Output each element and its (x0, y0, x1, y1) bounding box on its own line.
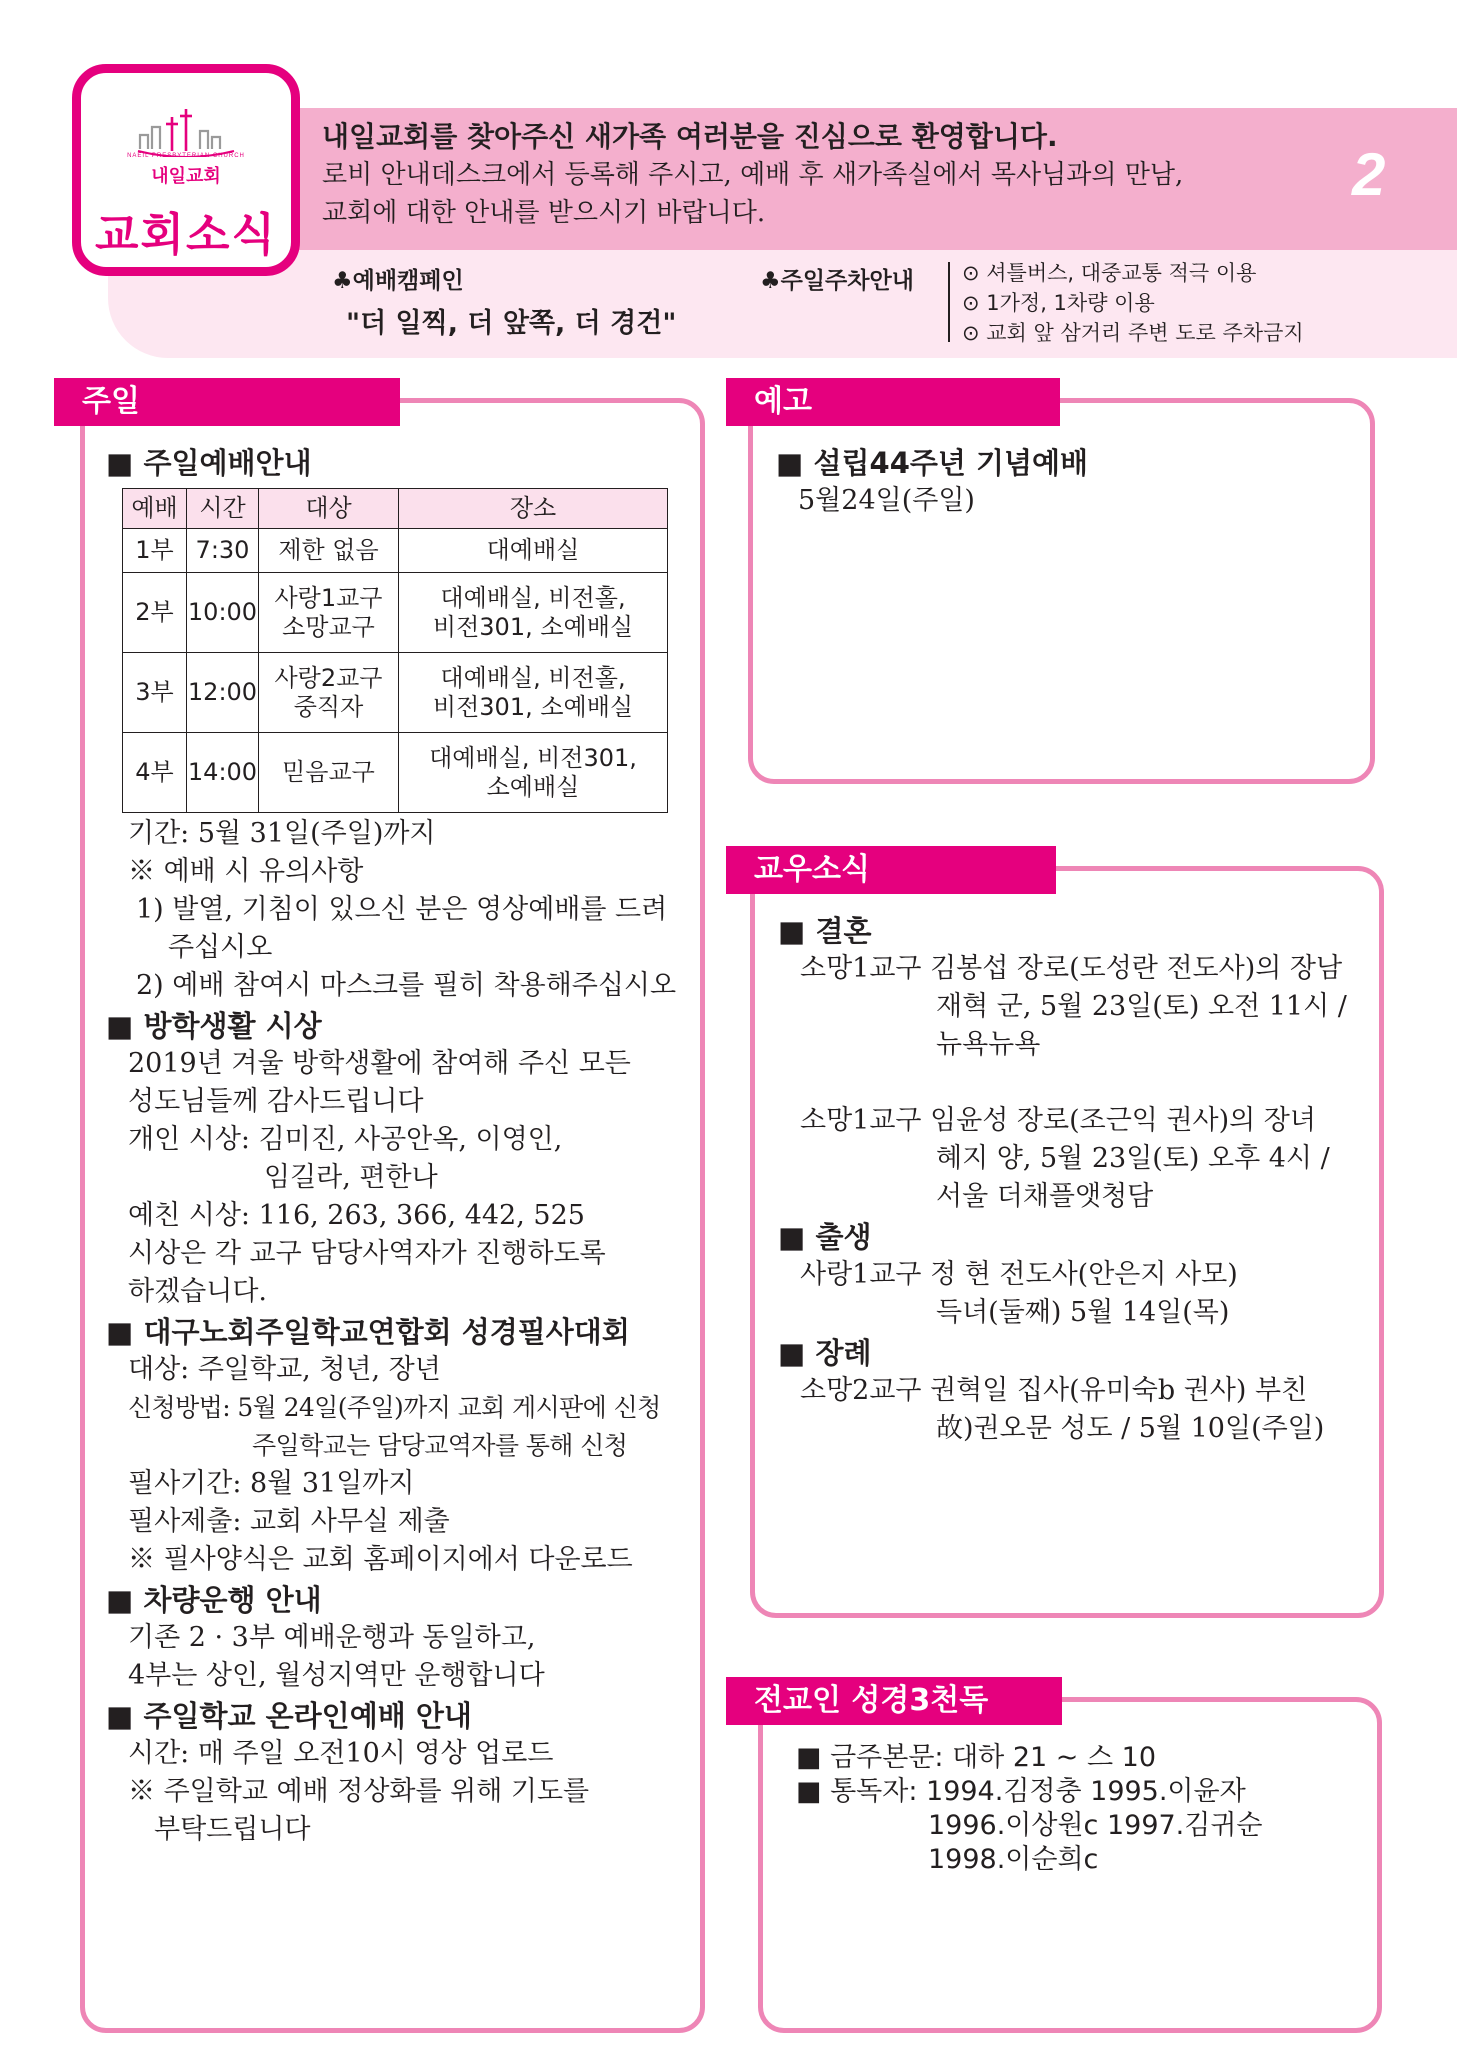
table-cell: 1부 (123, 529, 187, 573)
reading-passage: ■ 금주본문: 대하 21 ~ 스 10 (796, 1742, 1157, 1773)
reading-readers: 1998.이순희c (928, 1844, 1099, 1875)
worship-notice-1: 1) 발열, 기침이 있으신 분은 영상예배를 드려 (136, 894, 668, 925)
logo-box (72, 64, 300, 276)
campaign-slogan: "더 일찍, 더 앞쪽, 더 경건" (346, 308, 677, 339)
table-cell: 대예배실 (399, 529, 668, 573)
school-online-heading: ■ 주일학교 온라인예배 안내 (106, 1699, 472, 1733)
welcome-line-3: 교회에 대한 안내를 받으시기 바랍니다. (322, 198, 766, 228)
school-online-text: 시간: 매 주일 오전10시 영상 업로드 (128, 1738, 554, 1769)
worship-heading: ■ 주일예배안내 (106, 446, 312, 480)
table-cell: 2부 (123, 573, 187, 653)
members-content (778, 912, 1378, 1448)
school-online-text: ※ 주일학교 예배 정상화를 위해 기도를 (128, 1776, 590, 1807)
table-header: 대상 (259, 489, 399, 529)
wedding-text: 소망1교구 김봉섭 장로(도성란 전도사)의 장남 (800, 953, 1343, 984)
table-header: 시간 (187, 489, 259, 529)
wedding-text: 소망1교구 임윤성 장로(조근익 권사)의 장녀 (800, 1105, 1316, 1136)
table-cell: 사랑2교구 중직자 (259, 653, 399, 733)
campaign-title: ♣예배캠페인 (332, 268, 464, 294)
vacation-text: 예친 시상: 116, 263, 366, 442, 525 (128, 1200, 585, 1231)
reading-readers: 1996.이상원c 1997.김귀순 (928, 1810, 1263, 1841)
anniversary-heading: ■ 설립44주년 기념예배 (776, 446, 1089, 480)
bible-contest-text: 필사제출: 교회 사무실 제출 (128, 1506, 450, 1537)
worship-notice-2: 2) 예배 참여시 마스크를 필히 착용해주십시오 (136, 970, 677, 1001)
vacation-heading: ■ 방학생활 시상 (106, 1009, 322, 1043)
birth-heading: ■ 출생 (778, 1220, 872, 1254)
vehicle-text: 기존 2 · 3부 예배운행과 동일하고, (128, 1622, 536, 1653)
reading-tab: 전교인 성경3천독 (726, 1677, 1062, 1725)
wedding-text: 혜지 양, 5월 23일(토) 오후 4시 / (936, 1143, 1330, 1174)
wedding-text: 서울 더채플앳청담 (936, 1181, 1154, 1212)
bible-contest-heading: ■ 대구노회주일학교연합회 성경필사대회 (106, 1315, 630, 1349)
funeral-text: 소망2교구 권혁일 집사(유미숙b 권사) 부친 (800, 1375, 1308, 1406)
table-cell: 믿음교구 (259, 733, 399, 813)
worship-period: 기간: 5월 31일(주일)까지 (128, 818, 436, 849)
welcome-line-1: 내일교회를 찾아주신 새가족 여러분을 진심으로 환영합니다. (322, 120, 1058, 153)
table-cell: 7:30 (187, 529, 259, 573)
worship-notice-1b: 주십시오 (168, 932, 273, 963)
table-cell: 사랑1교구 소망교구 (259, 573, 399, 653)
table-cell: 14:00 (187, 733, 259, 813)
table-cell: 대예배실, 비전301, 소예배실 (399, 733, 668, 813)
bible-contest-text: 대상: 주일학교, 청년, 장년 (128, 1354, 441, 1385)
notice-tab: 예고 (726, 378, 1060, 426)
parking-title: ♣주일주차안내 (760, 268, 914, 294)
table-cell: 대예배실, 비전홀, 비전301, 소예배실 (399, 653, 668, 733)
vehicle-heading: ■ 차량운행 안내 (106, 1583, 322, 1617)
worship-notice-title: ※ 예배 시 유의사항 (128, 856, 364, 887)
vacation-text: 개인 시상: 김미진, 사공안옥, 이영인, (128, 1124, 563, 1155)
bible-contest-text: 주일학교는 담당교역자를 통해 신청 (252, 1431, 628, 1460)
birth-text: 득녀(둘째) 5월 14일(목) (936, 1297, 1230, 1328)
vacation-text: 하겠습니다. (128, 1276, 267, 1307)
funeral-text: 故)권오문 성도 / 5월 10일(주일) (936, 1413, 1325, 1444)
vacation-text: 성도님들께 감사드립니다 (128, 1086, 424, 1117)
funeral-heading: ■ 장례 (778, 1336, 872, 1370)
table-cell: 10:00 (187, 573, 259, 653)
bible-contest-text: 신청방법: 5월 24일(주일)까지 교회 게시판에 신청 (128, 1393, 661, 1422)
parking-item: ⊙ 셔틀버스, 대중교통 적극 이용 (962, 261, 1257, 285)
vehicle-text: 4부는 상인, 월성지역만 운행합니다 (128, 1660, 545, 1691)
parking-item: ⊙ 1가정, 1차량 이용 (962, 291, 1155, 315)
vacation-text: 2019년 겨울 방학생활에 참여해 주신 모든 (128, 1048, 631, 1079)
table-row (123, 733, 668, 813)
table-row (123, 653, 668, 733)
members-tab: 교우소식 (726, 846, 1056, 894)
sunday-tab: 주일 (54, 378, 400, 426)
reading-content (796, 1741, 1366, 1877)
anniversary-date: 5월24일(주일) (798, 485, 975, 516)
table-cell: 4부 (123, 733, 187, 813)
logo-name: 내일교회 (151, 166, 221, 187)
wedding-text: 뉴욕뉴욕 (936, 1029, 1041, 1060)
reading-readers: ■ 통독자: 1994.김정충 1995.이윤자 (796, 1776, 1246, 1807)
school-online-text: 부탁드립니다 (154, 1814, 311, 1845)
page-number: 2 (1352, 141, 1386, 208)
sunday-content (106, 444, 696, 1849)
table-row (123, 573, 668, 653)
welcome-message (322, 118, 1183, 232)
vacation-text: 임길라, 편한나 (264, 1162, 438, 1193)
table-row (123, 529, 668, 573)
table-header: 예배 (123, 489, 187, 529)
vacation-text: 시상은 각 교구 담당사역자가 진행하도록 (128, 1238, 606, 1269)
table-cell: 12:00 (187, 653, 259, 733)
bible-contest-text: ※ 필사양식은 교회 홈페이지에서 다운로드 (128, 1544, 633, 1575)
worship-table (122, 488, 668, 813)
bible-contest-text: 필사기간: 8월 31일까지 (128, 1468, 415, 1499)
parking-item: ⊙ 교회 앞 삼거리 주변 도로 주차금지 (962, 321, 1304, 345)
wedding-heading: ■ 결혼 (778, 914, 872, 948)
table-cell: 3부 (123, 653, 187, 733)
birth-text: 사랑1교구 정 현 전도사(안은지 사모) (800, 1259, 1238, 1290)
welcome-line-2: 로비 안내데스크에서 등록해 주시고, 예배 후 새가족실에서 목사님과의 만남, (322, 160, 1184, 190)
church-logo-icon (136, 105, 236, 157)
table-cell: 대예배실, 비전홀, 비전301, 소예배실 (399, 573, 668, 653)
logo-subtitle: NAEIL PRESBYTERIAN CHURCH (127, 153, 245, 159)
wedding-text: 재혁 군, 5월 23일(토) 오전 11시 / (936, 991, 1347, 1022)
table-cell: 제한 없음 (259, 529, 399, 573)
parking-list (962, 258, 1304, 348)
table-header: 장소 (399, 489, 668, 529)
parking-divider (948, 262, 950, 342)
notice-content (776, 444, 1356, 520)
page-title: 교회소식 (95, 208, 277, 261)
